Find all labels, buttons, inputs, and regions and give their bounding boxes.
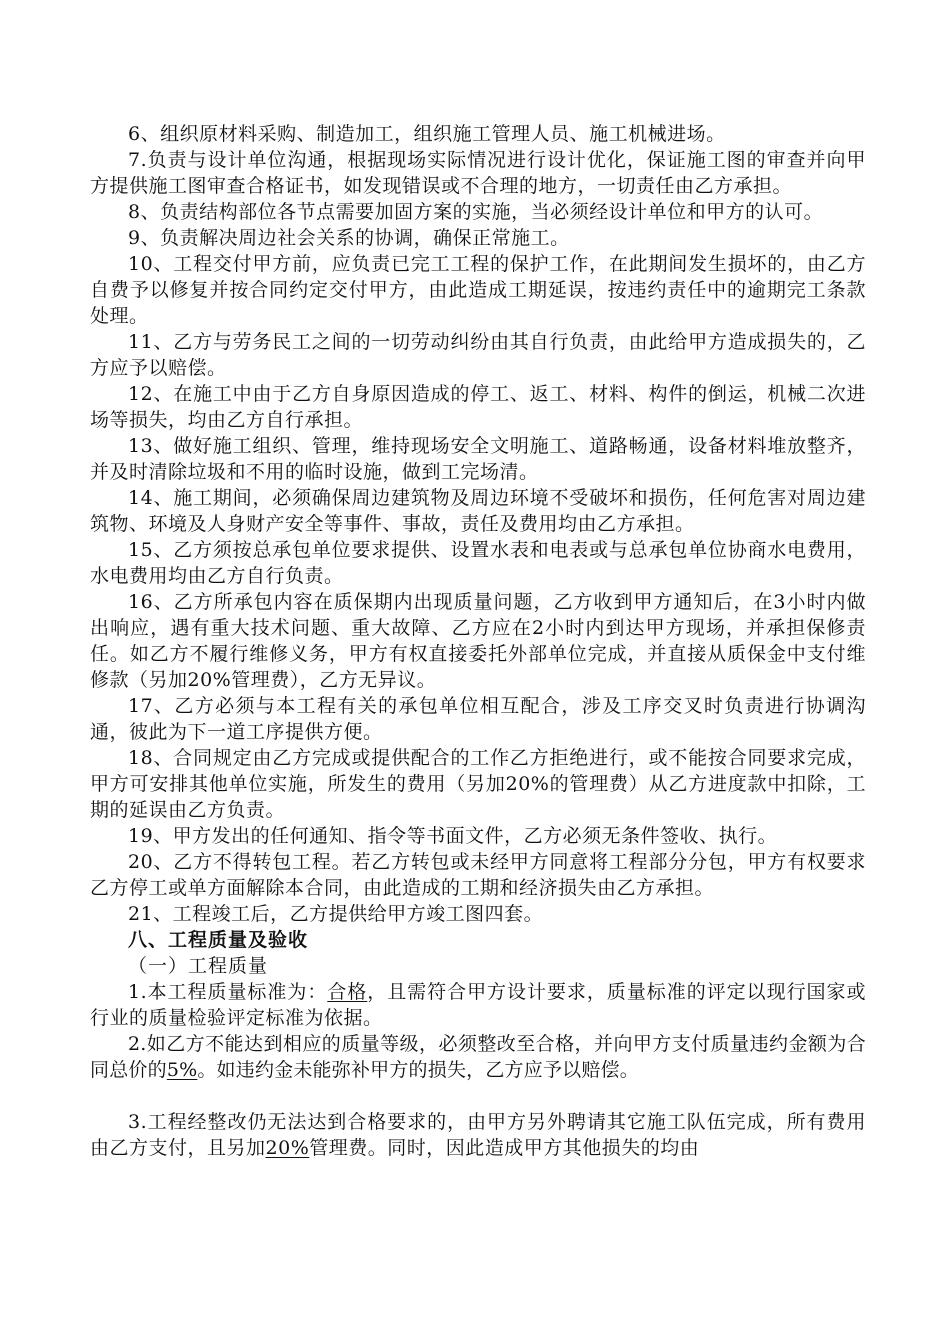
document-page bbox=[90, 121, 866, 1161]
clause-7: 7.负责与设计单位沟通，根据现场实际情况进行设计优化，保证施工图的审查并向甲方提供施工图审查合格证书，如发现错误或不合理的地方，一切责任由乙方承担。 bbox=[90, 149, 866, 197]
quality-clause-2 bbox=[90, 1031, 866, 1083]
clause-18: 18、合同规定由乙方完成或提供配合的工作乙方拒绝进行，或不能按合同要求完成，甲方可安排其他单位实施，所发生的费用（另加20%的管理费）从乙方进度款中扣除，工期的延误由乙方负责。 bbox=[90, 747, 866, 821]
quality-clause-1-text-a: 1.本工程质量标准为： bbox=[128, 981, 328, 1003]
quality-clause-1 bbox=[90, 979, 866, 1031]
clause-13: 13、做好施工组织、管理，维持现场安全文明施工、道路畅通，设备材料堆放整齐，并及时清除垃圾和不用的临时设施，做到工完场清。 bbox=[90, 435, 866, 483]
penalty-percentage: 5% bbox=[166, 1059, 198, 1081]
clause-14: 14、施工期间，必须确保周边建筑物及周边环境不受破坏和损伤，任何危害对周边建筑物、环境及人身财产安全等事件、事故，责任及费用均由乙方承担。 bbox=[90, 487, 866, 535]
clause-6: 6、组织原材料采购、制造加工，组织施工管理人员、施工机械进场。 bbox=[128, 123, 726, 145]
clause-10: 10、工程交付甲方前，应负责已完工工程的保护工作，在此期间发生损坏的，由乙方自费予以修复并按合同约定交付甲方，由此造成工期延误，按违约责任中的逾期完工条款处理。 bbox=[90, 253, 866, 327]
blank-line bbox=[90, 1083, 866, 1109]
clause-8: 8、负责结构部位各节点需要加固方案的实施，当必须经设计单位和甲方的认可。 bbox=[128, 201, 824, 223]
section-heading: 八、工程质量及验收 bbox=[128, 929, 309, 951]
quality-clause-3-text-a: 3.工程经整改仍无法达到合格要求的，由甲方另外聘请其它施工队伍完成，所有费用由乙方支付，且另加 bbox=[90, 1111, 866, 1159]
section-subheading: （一）工程质量 bbox=[128, 955, 269, 977]
clause-12: 12、在施工中由于乙方自身原因造成的停工、返工、材料、构件的倒运，机械二次进场等损失，均由乙方自行承担。 bbox=[90, 383, 866, 431]
clause-21: 21、工程竣工后，乙方提供给甲方竣工图四套。 bbox=[128, 903, 544, 925]
quality-clause-3-text-b: 管理费。同时，因此造成甲方其他损失的均由 bbox=[309, 1137, 700, 1159]
clause-16: 16、乙方所承包内容在质保期内出现质量问题，乙方收到甲方通知后，在3小时内做出响应，遇有重大技术问题、重大故障、乙方应在2小时内到达甲方现场，并承担保修责任。如乙方不履行维修义务，甲方有权直接委托外部单位完成，并直接从质保金中支付维修款（另加20%管理费），乙方无异议。 bbox=[90, 591, 866, 691]
clause-9: 9、负责解决周边社会关系的协调，确保正常施工。 bbox=[128, 227, 570, 249]
clause-19: 19、甲方发出的任何通知、指令等书面文件，乙方必须无条件签收、执行。 bbox=[128, 825, 778, 847]
management-fee-percentage: 20% bbox=[265, 1137, 310, 1159]
quality-clause-2-text-a: 2.如乙方不能达到相应的质量等级，必须整改至合格，并向甲方支付质量违约金额为合同总价的 bbox=[90, 1033, 866, 1081]
clause-17: 17、乙方必须与本工程有关的承包单位相互配合，涉及工序交叉时负责进行协调沟通，彼此为下一道工序提供方便。 bbox=[90, 695, 866, 743]
quality-clause-1-text-b: ，且需符合甲方设计要求，质量标准的评定以现行国家或行业的质量检验评定标准为依据。 bbox=[90, 981, 866, 1029]
quality-standard-value: 合格 bbox=[327, 981, 368, 1003]
quality-clause-2-text-b: 。如违约金未能弥补甲方的损失，乙方应予以赔偿。 bbox=[197, 1059, 639, 1081]
clause-15: 15、乙方须按总承包单位要求提供、设置水表和电表或与总承包单位协商水电费用，水电费用均由乙方自行负责。 bbox=[90, 539, 866, 587]
quality-clause-3 bbox=[90, 1109, 866, 1161]
clause-11: 11、乙方与劳务民工之间的一切劳动纠纷由其自行负责，由此给甲方造成损失的，乙方应予以赔偿。 bbox=[90, 331, 866, 379]
clause-20: 20、乙方不得转包工程。若乙方转包或未经甲方同意将工程部分分包，甲方有权要求乙方停工或单方面解除本合同，由此造成的工期和经济损失由乙方承担。 bbox=[90, 851, 866, 899]
